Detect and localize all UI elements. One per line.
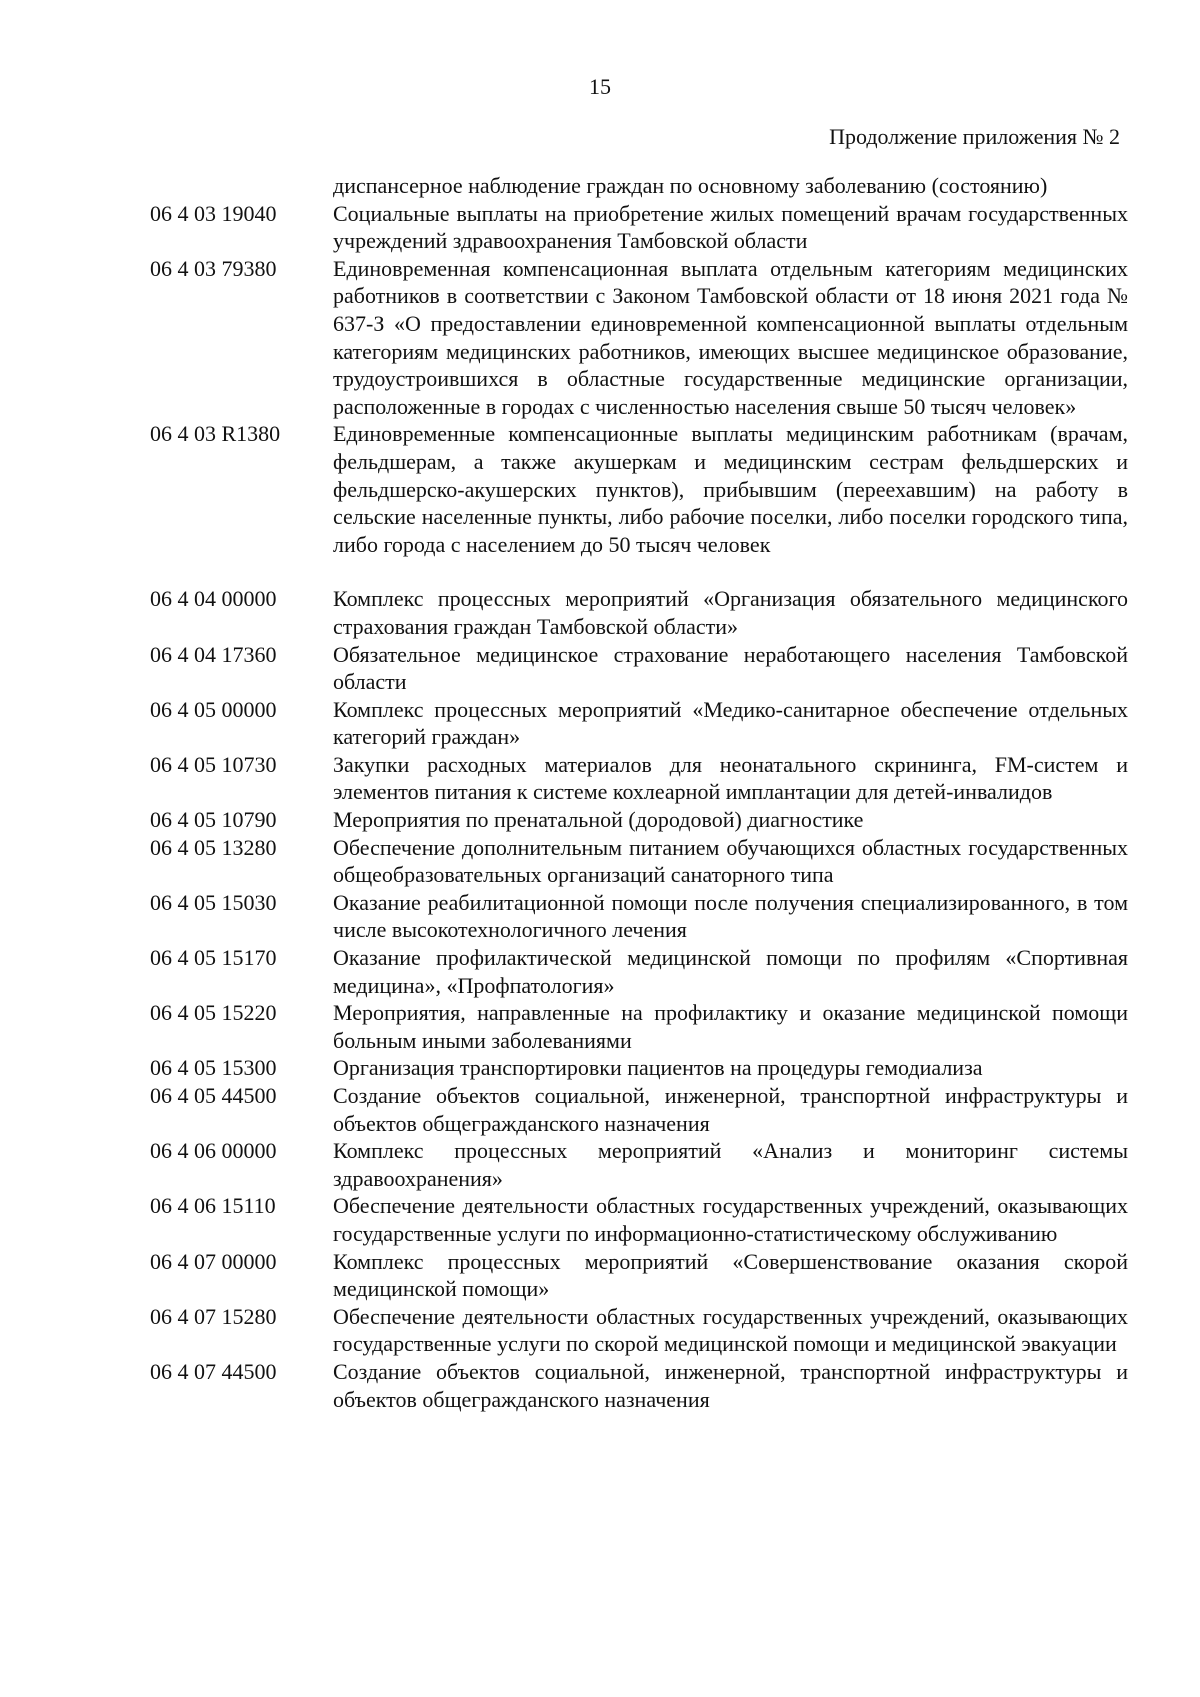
row-code: 06 4 07 00000 (150, 1248, 277, 1274)
row-description: Обеспечение деятельности областных государственных учреждений, оказывающих государственные услуги по скорой медицинской помощи и медицинской эвакуации (333, 1303, 1128, 1357)
table-row (150, 806, 1128, 834)
row-description: Обеспечение деятельности областных государственных учреждений, оказывающих государственные услуги по информационно-статистическому обслуживанию (333, 1193, 1128, 1246)
row-code: 06 4 04 00000 (150, 586, 277, 612)
table-row (150, 1082, 1128, 1137)
row-description: Единовременная компенсационная выплата отдельным категориям медицинских работников в соответствии с Законом Тамбовской области от 18 июня 2021 года № 637-З «О предоставлении единовременной компенсационной выплаты отдельным категориям медицинских работников, имеющих высшее медицинское образование, трудоустроившихся в областные государственные медицинские организации, расположенные в городах с численностью населения свыше 50 тысяч человек» (333, 255, 1128, 419)
row-description: Комплекс процессных мероприятий «Медико-санитарное обеспечение отдельных категорий граждан» (333, 696, 1128, 750)
table-row (150, 420, 1128, 558)
row-code: 06 4 05 10730 (150, 751, 277, 777)
table-row (150, 641, 1128, 696)
row-code (150, 172, 333, 200)
row-code: 06 4 03 19040 (150, 200, 277, 226)
row-code: 06 4 05 15030 (150, 889, 277, 915)
row-code: 06 4 03 R1380 (150, 421, 281, 447)
row-code: 06 4 04 17360 (150, 641, 277, 667)
row-description: Мероприятия, направленные на профилактику и оказание медицинской помощи больным иными заболеваниями (333, 1000, 1128, 1053)
table-row (150, 889, 1128, 944)
row-code: 06 4 05 15220 (150, 1000, 277, 1026)
row-description: Мероприятия по пренатальной (дородовой) диагностике (333, 807, 864, 833)
table-row (150, 1192, 1128, 1247)
row-code: 06 4 06 00000 (150, 1138, 277, 1164)
row-description: Единовременные компенсационные выплаты медицинским работникам (врачам, фельдшерам, а также акушеркам и медицинским сестрам фельдшерских и фельдшерско-акушерских пунктов), прибывшим (переехавшим) на работу в сельские населенные пункты, либо рабочие поселки, либо поселки городского типа, либо города с населением до 50 тысяч человек (333, 421, 1128, 557)
row-code: 06 4 03 79380 (150, 255, 277, 281)
table-row (150, 1054, 1128, 1082)
table-row (150, 944, 1128, 999)
row-code: 06 4 05 44500 (150, 1083, 277, 1108)
row-description: Комплекс процессных мероприятий «Анализ и мониторинг системы здравоохранения» (333, 1138, 1128, 1191)
row-code: 06 4 05 10790 (150, 807, 277, 833)
row-description: Создание объектов социальной, инженерной, транспортной инфраструктуры и объектов общегражданского назначения (333, 1083, 1128, 1136)
table-row (150, 999, 1128, 1054)
table-row (150, 255, 1128, 421)
row-code: 06 4 05 13280 (150, 834, 277, 860)
row-code: 06 4 07 15280 (150, 1303, 277, 1329)
table-row (150, 1248, 1128, 1303)
row-description: Обеспечение дополнительным питанием обучающихся областных государственных общеобразовательных организаций санаторного типа (333, 834, 1128, 888)
row-description: Социальные выплаты на приобретение жилых помещений врачам государственных учреждений здравоохранения Тамбовской области (333, 200, 1128, 254)
row-code: 06 4 06 15110 (150, 1193, 276, 1219)
row-description: Оказание профилактической медицинской помощи по профилям «Спортивная медицина», «Профпатология» (333, 945, 1128, 998)
table-row (150, 585, 1128, 640)
row-description: Комплекс процессных мероприятий «Совершенствование оказания скорой медицинской помощи» (333, 1248, 1128, 1302)
budget-classification-table (150, 172, 1128, 1413)
row-description: Обязательное медицинское страхование неработающего населения Тамбовской области (333, 641, 1128, 695)
row-code: 06 4 05 00000 (150, 696, 277, 722)
row-description: Закупки расходных материалов для неонатального скрининга, FM-систем и элементов питания к системе кохлеарной имплантации для детей-инвалидов (333, 751, 1128, 805)
table-row (150, 751, 1128, 806)
table-row (150, 200, 1128, 255)
table-row (150, 834, 1128, 889)
page-number: 15 (589, 74, 611, 99)
table-row (150, 1303, 1128, 1358)
row-description: Создание объектов социальной, инженерной, транспортной инфраструктуры и объектов общегражданского назначения (333, 1358, 1128, 1412)
row-description: Организация транспортировки пациентов на процедуры гемодиализа (333, 1055, 983, 1081)
row-code: 06 4 05 15300 (150, 1055, 277, 1081)
row-code: 06 4 05 15170 (150, 945, 277, 971)
row-description: Комплекс процессных мероприятий «Организация обязательного медицинского страхования граждан Тамбовской области» (333, 586, 1128, 639)
appendix-continuation-title: Продолжение приложения № 2 (829, 124, 1120, 149)
row-description: Оказание реабилитационной помощи после получения специализированного, в том числе высокотехнологичного лечения (333, 889, 1128, 943)
table-row (150, 172, 1128, 200)
table-row (150, 696, 1128, 751)
row-description: диспансерное наблюдение граждан по основному заболеванию (состоянию) (333, 173, 1048, 198)
table-row (150, 1358, 1128, 1413)
row-code: 06 4 07 44500 (150, 1358, 277, 1384)
table-row (150, 1137, 1128, 1192)
